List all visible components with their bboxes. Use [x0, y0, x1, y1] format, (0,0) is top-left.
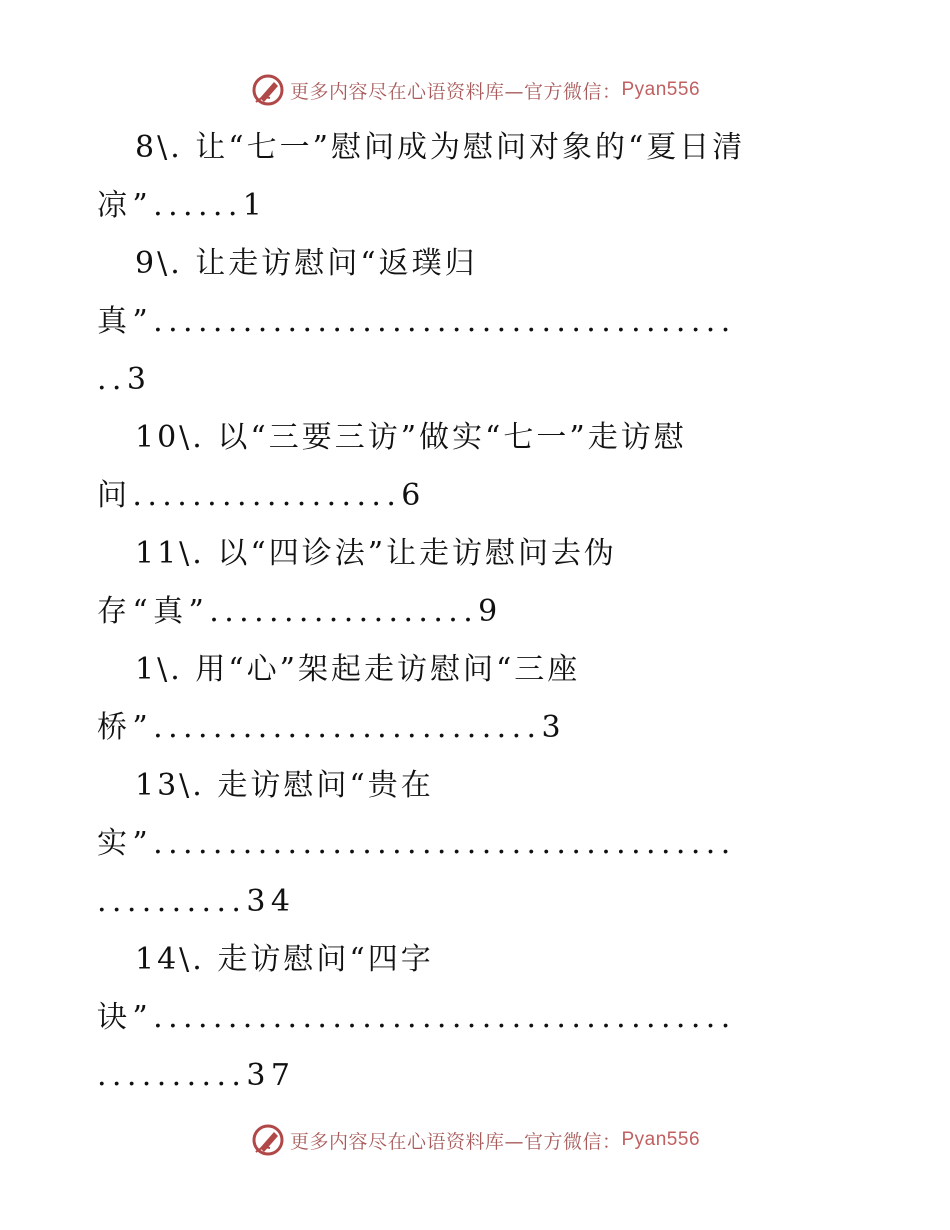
toc-entry-13-line1[interactable]: 13\. 走访慰问“贵在 [135, 768, 434, 803]
toc-entry-14-line3[interactable]: ..........37 [97, 1058, 296, 1093]
footer-text: 更多内容尽在心语资料库—官方微信： [289, 1130, 622, 1153]
footer-wechat: Pyan556 [621, 1129, 701, 1150]
toc-entry-13-line3[interactable]: ..........34 [97, 884, 296, 919]
header-banner [0, 70, 950, 110]
toc-entry-8-line2[interactable]: 凉”......1 [97, 188, 268, 223]
toc-entry-9-line1[interactable]: 9\. 让走访慰问“返璞归 [135, 246, 478, 281]
toc-entry-14-line2[interactable]: 诀”....................................... [97, 1000, 736, 1035]
toc-entry-14-line1[interactable]: 14\. 走访慰问“四字 [135, 942, 434, 977]
header-text: 更多内容尽在心语资料库—官方微信： [289, 80, 622, 103]
toc-entry-13-line2[interactable]: 实”....................................... [97, 826, 736, 861]
toc-entry-11-line2[interactable]: 存“真”..................9 [97, 594, 503, 629]
pen-logo-icon [250, 1122, 286, 1158]
footer-banner [0, 1120, 950, 1160]
toc-entry-11-line1[interactable]: 11\. 以“四诊法”让走访慰问去伪 [135, 536, 618, 571]
toc-entry-10-line2[interactable]: 问..................6 [97, 478, 426, 513]
toc-entry-8-line1[interactable]: 8\. 让“七一”慰问成为慰问对象的“夏日清 [135, 130, 746, 165]
toc-entry-9-line3[interactable]: ..3 [97, 362, 152, 397]
header-wechat: Pyan556 [621, 79, 701, 100]
toc-entry-10-line1[interactable]: 10\. 以“三要三访”做实“七一”走访慰 [135, 420, 687, 455]
toc-entry-1-line2[interactable]: 桥”..........................3 [97, 710, 566, 745]
toc-entry-9-line2[interactable]: 真”....................................... [97, 304, 736, 339]
pen-logo-icon [250, 72, 286, 108]
toc-entry-1-line1[interactable]: 1\. 用“心”架起走访慰问“三座 [135, 652, 581, 687]
